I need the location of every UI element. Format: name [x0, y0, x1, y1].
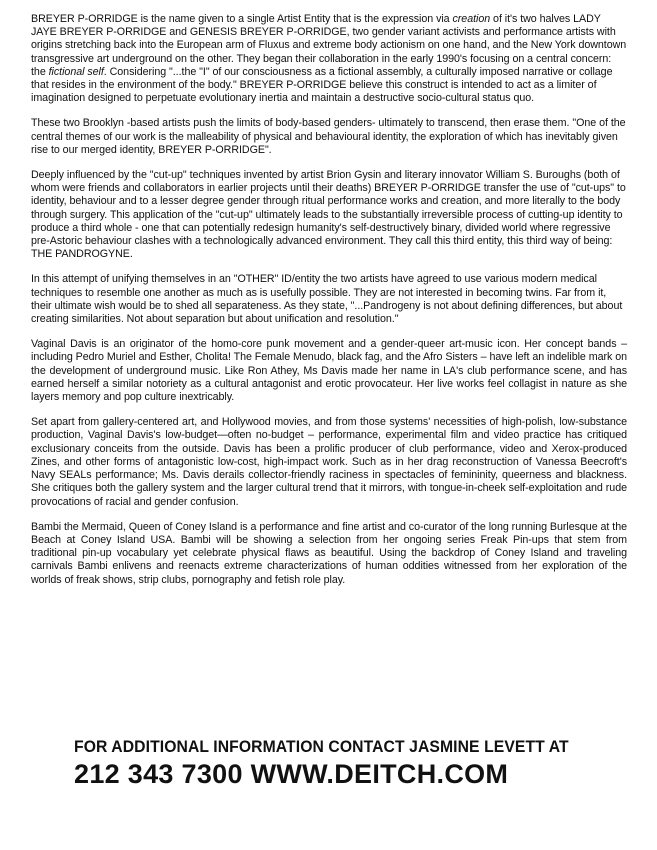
contact-line: FOR ADDITIONAL INFORMATION CONTACT JASMINE LEVETT AT [74, 738, 569, 756]
text-run: BREYER P-ORRIDGE is the name given to a single Artist Entity that is the expression via [31, 13, 453, 25]
text-run: Set apart from gallery-centered art, and Hollywood movies, and from those systems' necessities of high-polish, low-substance production, Vaginal Davis's low-budget—often no-budget – performance, experimental film and video practice has critiqued exclusionary conceits from the outside. Davis has been a prolific producer of club performance, video and Xerox-produced Zines, and other forms of antagonistic low-cost, high-impact work. Such as in her drag reconstruction of Vanessa Beecroft's Navy SEALs performance; Ms. Davis derails collector-friendly raciness in spectacles of femininity, queerness and blackness. She critiques both the gallery system and the larger cultural trend that it mirrors, with tongue-in-cheek self-exploitation and rude provocations of racial and gender confusion. [31, 416, 627, 508]
paragraph-cut-up [31, 169, 627, 261]
paragraph-pandrogeny [31, 273, 627, 326]
press-release-body [31, 13, 627, 587]
text-run: In this attempt of unifying themselves in an "OTHER" ID/entity the two artists have agreed to use various modern medical techniques to resemble one another as much as is usefully possible. They are not interested in becoming twins. Far from it, their ultimate wish would be to shed all separateness. As they state, "...Pandrogeny is not about defining differences, but about creating similarities. Not about separation but about unification and resolution." [31, 273, 623, 326]
text-run: These two Brooklyn -based artists push the limits of body-based genders- ultimately to transcend, then erase them. "One of the central themes of our work is the malleability of physical and behavioural identity, the exploration of which has inevitably given rise to our merged identity, BREYER P-ORRIDGE". [31, 117, 626, 156]
contact-footer [74, 738, 634, 790]
paragraph-vaginal-davis-practice [31, 416, 627, 508]
paragraph-breyer-porridge-intro [31, 13, 627, 105]
text-run-italic: creation [452, 13, 491, 25]
text-run: . Considering "...the "I" of our consciousness as a fictional assembly, a culturally imposed narrative or collage that resides in the environment of the body." BREYER P-ORRIDGE believe this construct is intended to act as a limiter of imagination designed to perpetuate evolutionary inertia and maintain a destructive socio-cultural status quo. [31, 65, 613, 105]
text-run: Deeply influenced by the "cut-up" techniques invented by artist Brion Gysin and literary innovator William S. Buroughs (both of whom were friends and collaborators in earlier projects until their deaths) BREYER P-ORRIDGE transfer the use of "cut-ups" to identity, behaviour and to a lesser degree gender through ritual performance works and creation, and more literally to the body through surgery. This application of the "cut-up" ultimately leads to the substantially irreversible process of cutting-up identity to produce a third whole - one that can potentially redesign humanity's self-destructively binary, divided world where regressive pre-Astoric behaviour clashes with a technologically advanced environment. They call this third entity, this third way of being: THE PANDROGYNE. [31, 169, 626, 261]
text-run: Vaginal Davis is an originator of the homo-core punk movement and a gender-queer art-music icon. Her concept bands – including Pedro Muriel and Esther, Cholita! The Female Menudo, black fag, and the Afro Sisters – have left an indelible mark on the development of underground music. Like Ron Athey, Ms Davis made her name in LA's club performance scene, and has earned herself a similar notoriety as a cultural antagonist and erotic provocateur. Her live works feel collagist in nature as she layers memory and pop culture inextricably. [31, 338, 627, 404]
text-run: of it's two halves LADY JAYE BREYER P-ORRIDGE and GENESIS BREYER P-ORRIDGE, two gender variant activists and performance artists with origins stretching back into the European arm of Fluxus and extreme body actionism on one hand, and the New York downtown transgressive art underground on the other. They began their collaboration in the early 1990's focusing on a central concern: the [31, 13, 627, 78]
text-run-italic: fictional self [48, 65, 104, 78]
phone-and-website: 212 343 7300 WWW.DEITCH.COM [74, 759, 509, 789]
paragraph-bambi-the-mermaid [31, 521, 627, 587]
paragraph-vaginal-davis-intro [31, 338, 627, 404]
paragraph-brooklyn-artists [31, 117, 627, 157]
text-run: Bambi the Mermaid, Queen of Coney Island is a performance and fine artist and co-curator of the long running Burlesque at the Beach at Coney Island USA. Bambi will be showing a selection from her ongoing series Freak Pin-ups that stem from traditional pin-up vocabulary yet celebrate physical flaws as beautiful. Using the backdrop of Coney Island and traveling carnivals Bambi enlivens and reenacts extreme characterizations of human oddities witnessed from her exploration of the worlds of freak shows, strip clubs, pornography and fetish role play. [31, 520, 627, 586]
